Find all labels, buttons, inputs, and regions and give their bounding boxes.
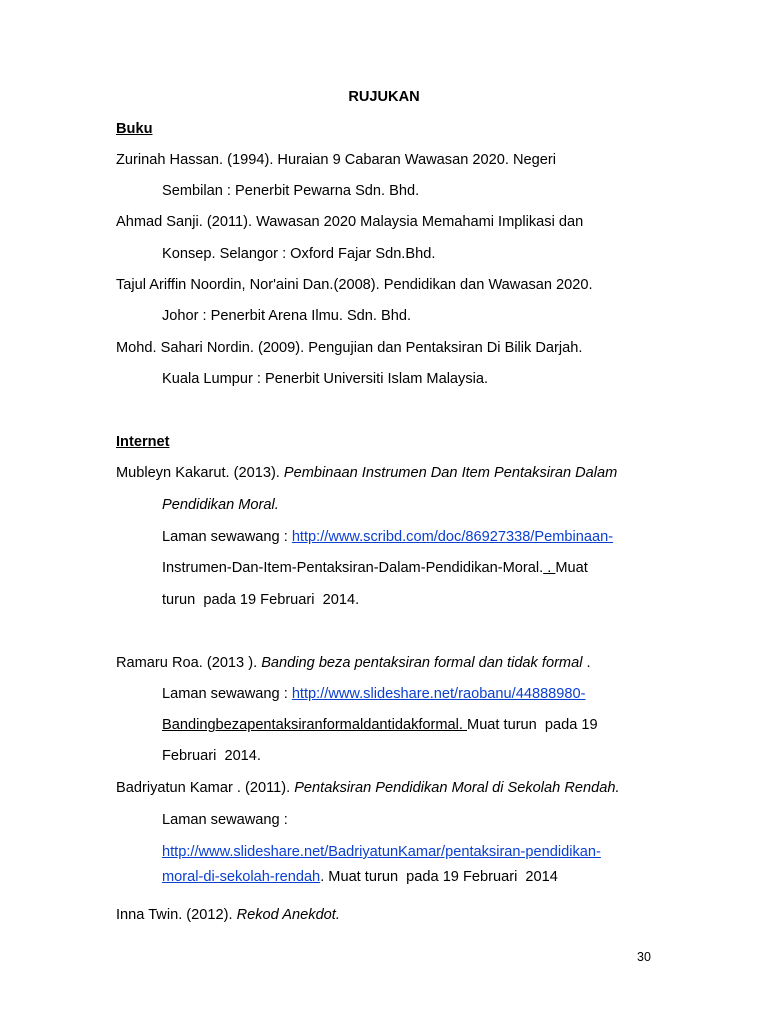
laman-label: Laman sewawang : xyxy=(162,529,292,545)
access-date: Muat turun pada 19 xyxy=(467,717,598,733)
reference-line xyxy=(162,716,598,734)
reference-link[interactable]: http://www.slideshare.net/raobanu/44888980- xyxy=(291,686,586,702)
reference-line xyxy=(116,464,617,482)
reference-title: Pendidikan Moral. xyxy=(162,497,279,513)
section-heading-internet: Internet xyxy=(116,434,170,450)
reference-title: Pembinaan Instrumen Dan Item Pentaksiran Dalam xyxy=(283,465,618,481)
reference-author: Inna Twin. (2012). xyxy=(116,907,237,923)
reference-line xyxy=(162,843,601,861)
section-heading-buku: Buku xyxy=(116,121,153,137)
access-date: turun pada 19 Februari 2014. xyxy=(162,592,360,608)
reference-author: Mubleyn Kakarut. (2013). xyxy=(116,465,284,481)
reference-line xyxy=(162,868,558,886)
reference-title: Pentaksiran Pendidikan Moral di Sekolah Rendah. xyxy=(294,780,620,796)
reference-link[interactable]: http://www.scribd.com/doc/86927338/Pembinaan- xyxy=(291,529,614,545)
reference-line: Ahmad Sanji. (2011). Wawasan 2020 Malaysia Memahami Implikasi dan xyxy=(116,214,584,230)
reference-author: Ramaru Roa. (2013 ). xyxy=(116,655,262,671)
reference-line xyxy=(116,654,591,672)
access-date: Februari 2014. xyxy=(162,748,261,764)
reference-title: Banding beza pentaksiran formal dan tidak formal xyxy=(261,655,583,671)
reference-line: Zurinah Hassan. (1994). Huraian 9 Cabaran Wawasan 2020. Negeri xyxy=(116,152,556,168)
reference-link[interactable]: http://www.slideshare.net/BadriyatunKamar/pentaksiran-pendidikan- xyxy=(162,844,601,860)
reference-line xyxy=(116,779,620,797)
laman-label: Laman sewawang : xyxy=(162,686,292,702)
access-date: Muat xyxy=(555,560,588,576)
reference-line xyxy=(162,528,613,546)
reference-line xyxy=(162,559,588,577)
access-date: . Muat turun pada 19 Februari 2014 xyxy=(320,869,558,885)
reference-line: Konsep. Selangor : Oxford Fajar Sdn.Bhd. xyxy=(162,246,436,262)
reference-line: Kuala Lumpur : Penerbit Universiti Islam Malaysia. xyxy=(162,371,489,387)
laman-label: Laman sewawang : xyxy=(162,812,288,828)
reference-line: Mohd. Sahari Nordin. (2009). Pengujian dan Pentaksiran Di Bilik Darjah. xyxy=(116,340,583,356)
underline-separator: . xyxy=(543,560,556,576)
reference-link-continued[interactable]: Instrumen-Dan-Item-Pentaksiran-Dalam-Pendidikan-Moral. xyxy=(162,560,544,576)
reference-line: Tajul Ariffin Noordin, Nor'aini Dan.(2008). Pendidikan dan Wawasan 2020. xyxy=(116,277,593,293)
reference-title: Rekod Anekdot. xyxy=(236,907,340,923)
reference-link-continued[interactable]: Bandingbezapentaksiranformaldantidakformal. xyxy=(162,717,468,733)
page-number: 30 xyxy=(637,950,651,964)
reference-line xyxy=(116,906,340,924)
reference-line: Johor : Penerbit Arena Ilmu. Sdn. Bhd. xyxy=(162,308,412,324)
page-title: RUJUKAN xyxy=(348,89,420,105)
reference-link-continued[interactable]: moral-di-sekolah-rendah xyxy=(162,869,321,885)
reference-line xyxy=(162,685,586,703)
reference-author: Badriyatun Kamar . (2011). xyxy=(116,780,295,796)
reference-line: Sembilan : Penerbit Pewarna Sdn. Bhd. xyxy=(162,183,420,199)
title-tail: . xyxy=(582,655,591,671)
